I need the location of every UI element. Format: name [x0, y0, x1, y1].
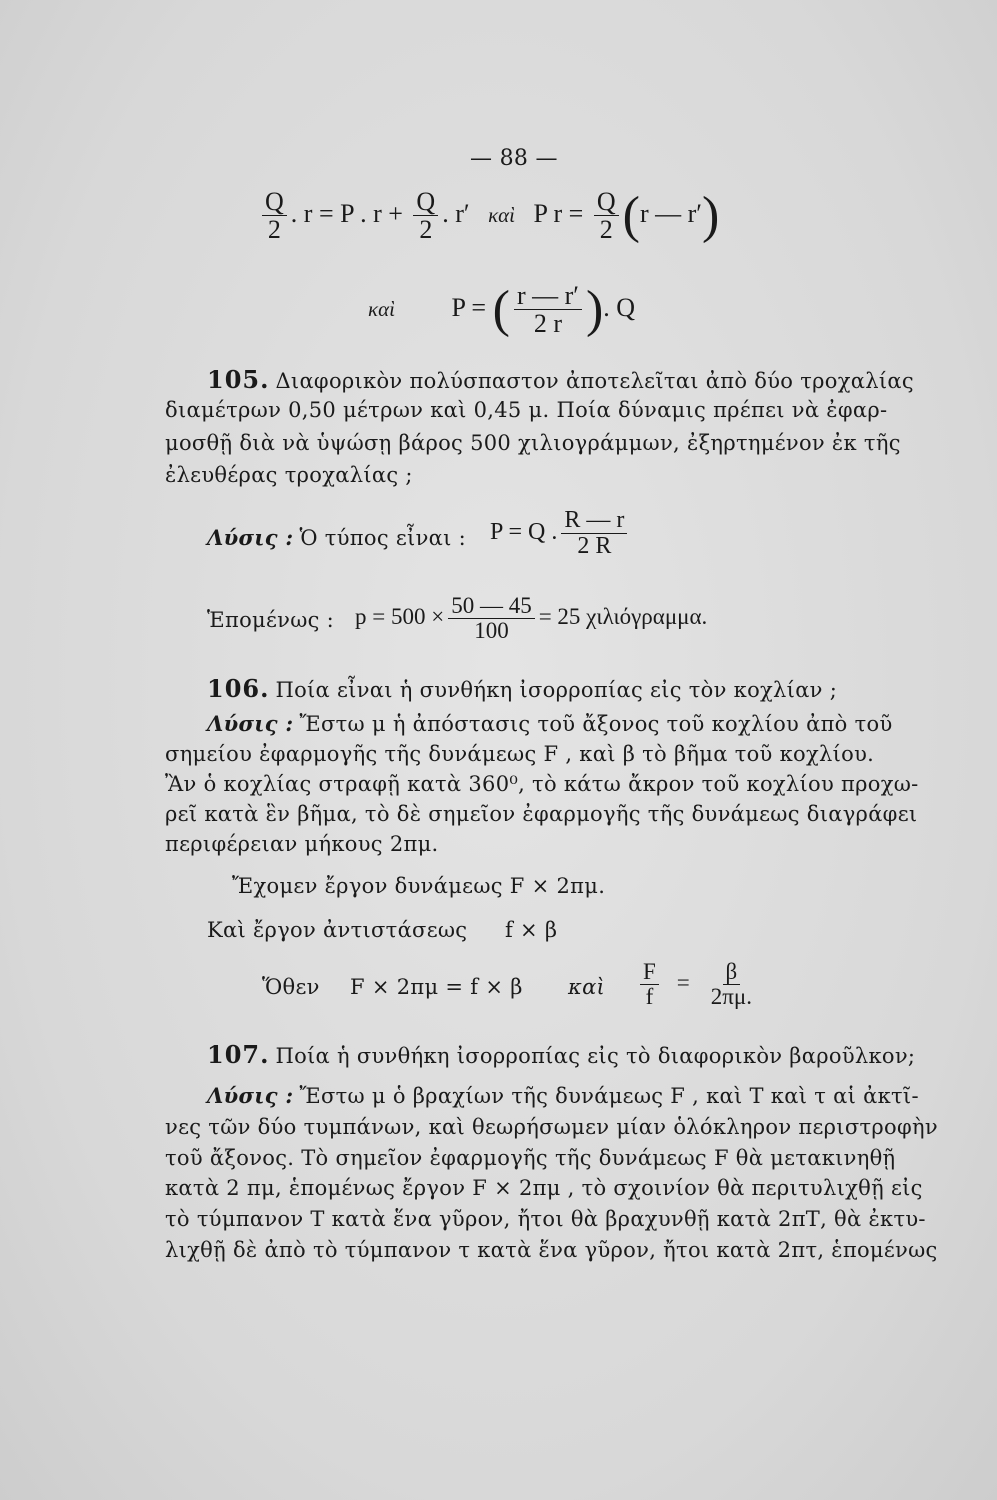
problem-105-result-label: Ἑπομένως :	[207, 608, 335, 632]
problem-105-result: p = 500 × $\frac{50 — 45}{100}$ = 25 χιλιόγραμμα.	[355, 593, 708, 644]
problem-105-line-3: μοσθῇ διὰ νὰ ὑψώσῃ βάρος 500 χιλιογράμμων, ἐξηρτημένον ἐκ τῆς	[165, 431, 901, 455]
problem-105-solution: Λύσις : Ὁ τύπος εἶναι :	[207, 525, 467, 550]
problem-105-formula: P = Q . $\frac{R — r}{2 R}$	[490, 508, 631, 559]
problem-106-line-1: Λύσις : Ἔστω μ ἡ ἀπόστασις τοῦ ἄξονος τοῦ κοχλίου ἀπὸ τοῦ	[207, 711, 893, 736]
problem-106-work-2-label: Καὶ ἔργον ἀντιστάσεως	[207, 918, 468, 942]
problem-107-line-5: τὸ τύμπανον Τ κατὰ ἕνα γῦρον, ἤτοι θὰ βραχυνθῇ κατὰ 2πΤ, θὰ ἐκτυ-	[165, 1207, 926, 1231]
problem-106-work-1: Ἔχομεν ἔργον δυνάμεως F × 2πμ.	[232, 874, 606, 898]
problem-106-work-2-value: f × β	[505, 918, 558, 942]
fraction-q-over-2b: $\frac{Q}{2}$	[413, 188, 438, 244]
problem-105-line-2: διαμέτρων 0,50 μέτρων καὶ 0,45 μ. Ποία δύναμις πρέπει νὰ ἐφαρ-	[165, 398, 888, 422]
problem-106-final-label: Ὅθεν	[262, 975, 320, 999]
problem-105-line-1: 105. Διαφορικὸν πολύσπαστον ἀποτελεῖται ἀπὸ δύο τροχαλίας	[207, 365, 914, 394]
problem-106-final-eq: F × 2πμ = f × β	[350, 975, 523, 999]
problem-106-final-kai: καὶ	[568, 975, 606, 999]
problem-106-line-4: ρεῖ κατὰ ἓν βῆμα, τὸ δὲ σημεῖον ἐφαρμογῆς τῆς δυνάμεως διαγράφει	[165, 802, 918, 826]
fraction-q-over-2: $\frac{Q}{2}$	[262, 188, 287, 244]
problem-number: 105.	[207, 365, 270, 394]
problem-107-question: 107. Ποία ἡ συνθήκη ἰσορροπίας εἰς τὸ διαφορικὸν βαροῦλκον;	[207, 1040, 916, 1069]
problem-107-line-1: Λύσις : Ἔστω μ ὁ βραχίων τῆς δυνάμεως F , καὶ Τ καὶ τ αἱ ἀκτῖ-	[207, 1083, 919, 1108]
problem-106-line-2: σημείου ἐφαρμογῆς τῆς δυνάμεως F , καὶ β τὸ βῆμα τοῦ κοχλίου.	[165, 742, 875, 766]
problem-106-question: 106. Ποία εἶναι ἡ συνθήκη ἰσορροπίας εἰς τὸν κοχλίαν ;	[207, 674, 838, 703]
problem-107-line-2: νες τῶν δύο τυμπάνων, καὶ θεωρήσωμεν μίαν ὁλόκληρον περιστροφὴν	[165, 1115, 938, 1139]
problem-105-line-4: ἐλευθέρας τροχαλίας ;	[165, 463, 413, 487]
problem-106-line-3: Ἂν ὁ κοχλίας στραφῇ κατὰ 360⁰, τὸ κάτω ἄκρον τοῦ κοχλίου προχω-	[165, 772, 919, 796]
problem-107-line-3: τοῦ ἄξονος. Τὸ σημεῖον ἐφαρμογῆς τῆς δυνάμεως F θὰ μετακινηθῇ	[165, 1146, 896, 1170]
page-number: — 88 —	[470, 146, 558, 171]
fraction-q-over-2c: $\frac{Q}{2}$	[594, 188, 619, 244]
problem-107-line-6: λιχθῇ δὲ ἀπὸ τὸ τύμπανον τ κατὰ ἕνα γῦρον, ἤτοι κατὰ 2πτ, ἑπομένως	[165, 1238, 938, 1262]
problem-106-line-5: περιφέρειαν μήκους 2πμ.	[165, 832, 439, 856]
problem-106-final-fractions: $\frac{F}{f}$ = $\frac{\beta}{2\pi\mu.}$	[636, 960, 759, 1009]
formula-top: $\frac{Q}{2}$ . r = P . r + $\frac{Q}{2}$ . r′ καὶ P r = $\frac{Q}{2}$ (r — r′)	[258, 188, 719, 244]
problem-107-line-4: κατὰ 2 πμ, ἑπομένως ἔργον F × 2πμ , τὸ σχοινίον θὰ περιτυλιχθῇ εἰς	[165, 1176, 923, 1200]
formula-p: καὶ P = ( $\frac{r — r'}{2 r}$ ). Q	[368, 281, 636, 339]
